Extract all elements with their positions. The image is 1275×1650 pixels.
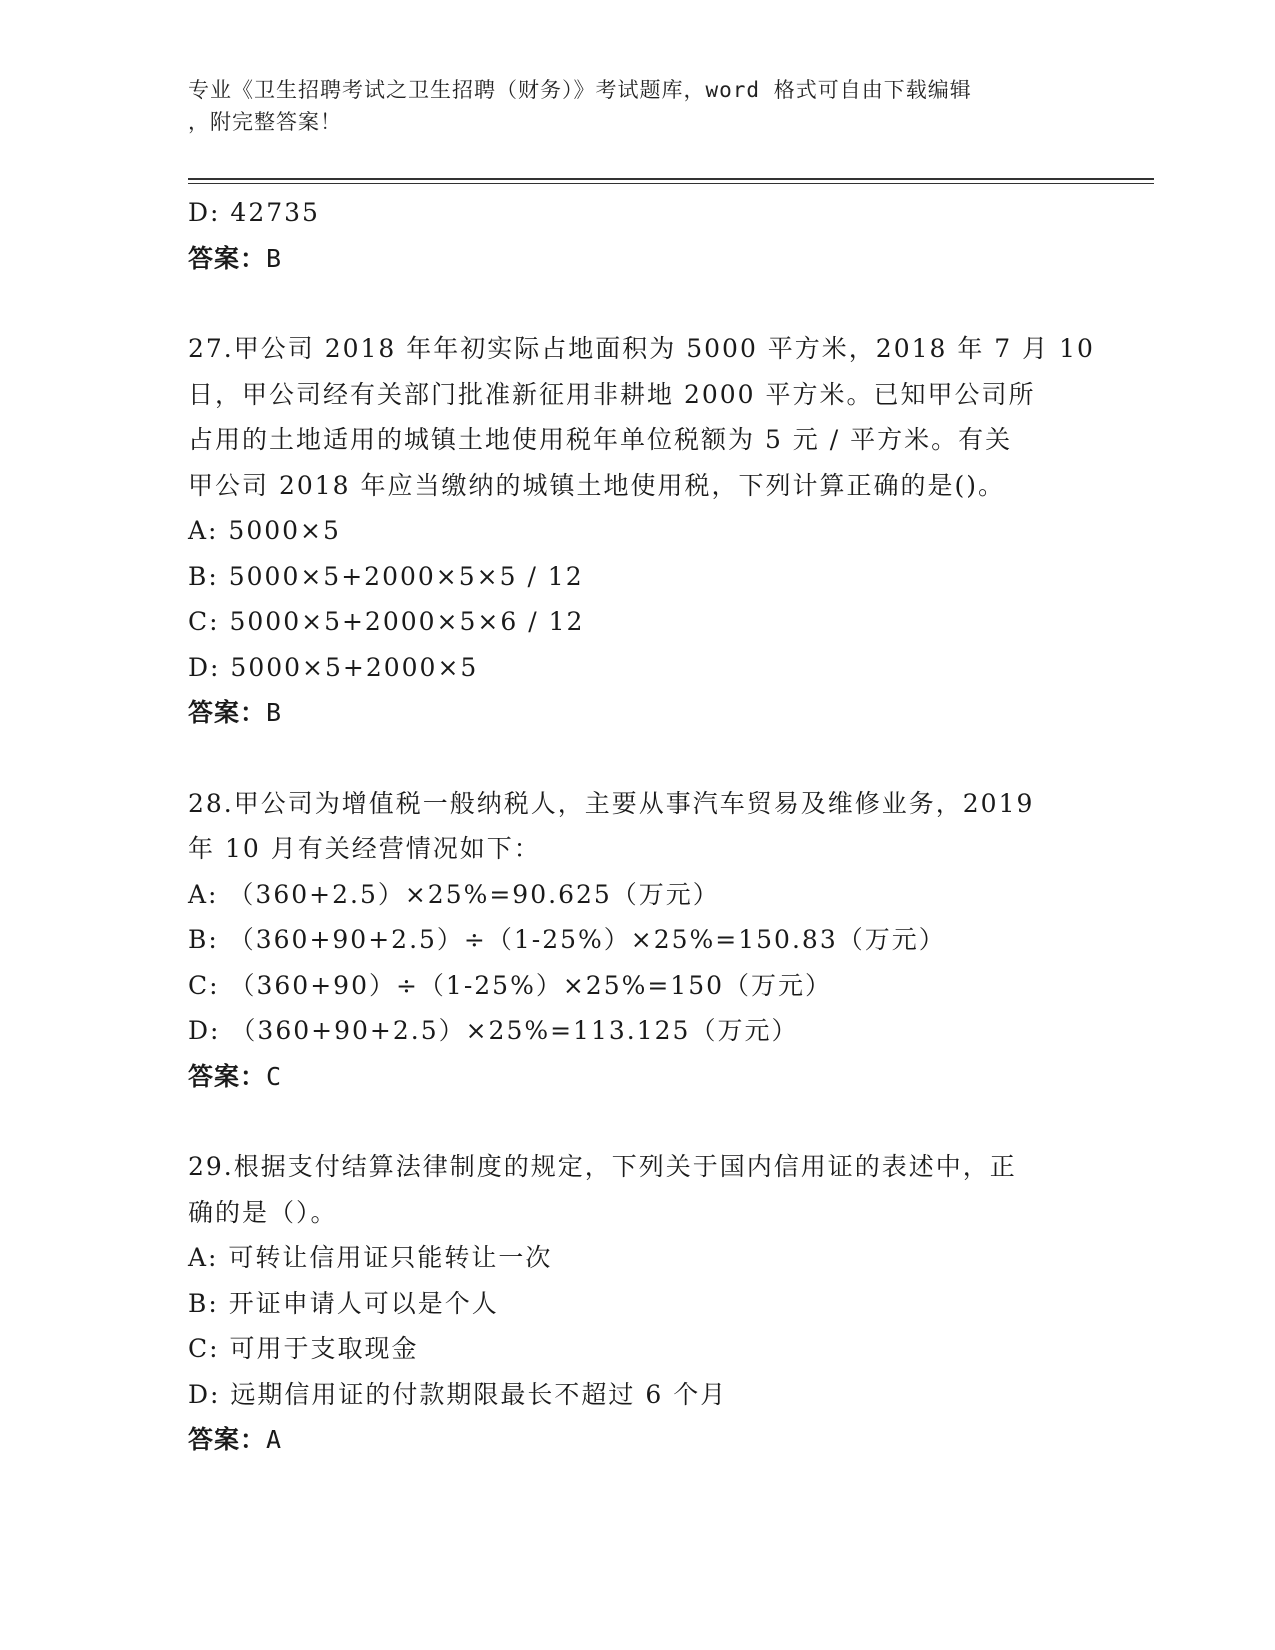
answer-line bbox=[188, 690, 1088, 736]
option-b: B: （360+90+2.5）÷（1-25%）×25%=150.83（万元） bbox=[188, 925, 946, 954]
option-d: D: 远期信用证的付款期限最长不超过 6 个月 bbox=[188, 1379, 728, 1409]
question-stem-line: 确的是（）。 bbox=[188, 1197, 338, 1227]
option-a: A: （360+2.5）×25%=90.625（万元） bbox=[188, 879, 720, 909]
option-c: C: 5000×5+2000×5×6 / 12 bbox=[188, 607, 585, 636]
question-27 bbox=[188, 326, 1095, 736]
question-stem-line: 日，甲公司经有关部门批准新征用非耕地 2000 平方米。已知甲公司所 bbox=[188, 379, 1036, 409]
option-b: B: 5000×5+2000×5×5 / 12 bbox=[188, 561, 584, 591]
question-stem-line: 甲公司 2018 年应当缴纳的城镇土地使用税，下列计算正确的是()。 bbox=[188, 470, 1006, 500]
answer-value: B bbox=[266, 243, 283, 273]
previous-question-tail bbox=[188, 190, 1088, 281]
option-d: D: （360+90+2.5）×25%=113.125（万元） bbox=[188, 1016, 799, 1045]
answer-label: 答案： bbox=[188, 1425, 267, 1454]
question-28 bbox=[188, 781, 1088, 1100]
answer-value: B bbox=[266, 698, 283, 727]
document-header bbox=[188, 74, 1068, 138]
option-c: C: （360+90）÷（1-25%）×25%=150（万元） bbox=[188, 970, 833, 1000]
header-line-2: ，附完整答案！ bbox=[188, 110, 342, 134]
answer-label: 答案： bbox=[188, 1061, 267, 1091]
answer-value: C bbox=[266, 1061, 283, 1091]
answer-line bbox=[188, 236, 1088, 282]
option-b: B: 开证申请人可以是个人 bbox=[188, 1288, 499, 1318]
question-stem-line: 29.根据支付结算法律制度的规定，下列关于国内信用证的表述中，正 bbox=[188, 1152, 1017, 1181]
option-d: D: 42735 bbox=[188, 198, 320, 227]
answer-label: 答案： bbox=[188, 698, 267, 727]
option-c: C: 可用于支取现金 bbox=[188, 1334, 419, 1363]
answer-label: 答案： bbox=[188, 243, 267, 273]
question-stem-line: 27.甲公司 2018 年年初实际占地面积为 5000 平方米，2018 年 7 月 10 bbox=[188, 334, 1095, 363]
document-body bbox=[188, 190, 1095, 1463]
header-line-1: 专业《卫生招聘考试之卫生招聘（财务）》考试题库，word 格式可自由下载编辑 bbox=[188, 78, 972, 102]
option-a: A: 可转让信用证只能转让一次 bbox=[188, 1243, 553, 1272]
header-divider bbox=[188, 178, 1154, 184]
question-stem-line: 28.甲公司为增值税一般纳税人，主要从事汽车贸易及维修业务，2019 bbox=[188, 788, 1035, 818]
option-d: D: 5000×5+2000×5 bbox=[188, 652, 479, 682]
question-stem-line: 年 10 月有关经营情况如下： bbox=[188, 834, 541, 863]
answer-line bbox=[188, 1054, 1088, 1100]
question-29 bbox=[188, 1144, 1088, 1463]
answer-line bbox=[188, 1417, 1088, 1463]
question-stem-line: 占用的土地适用的城镇土地使用税年单位税额为 5 元 / 平方米。有关 bbox=[188, 425, 1013, 454]
option-a: A: 5000×5 bbox=[188, 516, 341, 545]
answer-value: A bbox=[266, 1425, 283, 1454]
